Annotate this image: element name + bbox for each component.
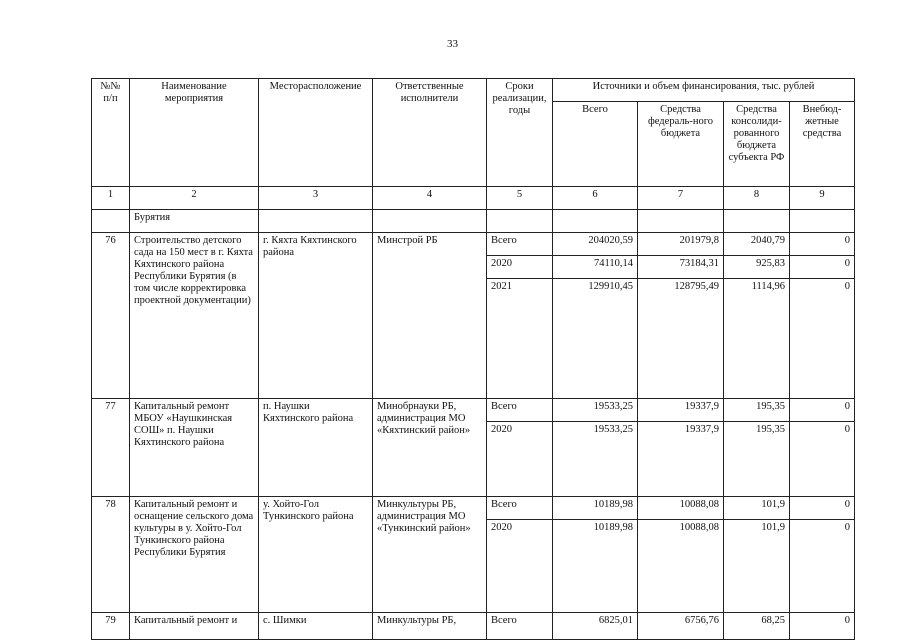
total-value: 204020,59: [553, 233, 638, 256]
period-label: Всего: [487, 497, 553, 520]
table-row: [92, 497, 855, 520]
measure-name: Капитальный ремонт и: [130, 613, 259, 640]
extra-value: 0: [790, 233, 855, 256]
measure-name: Капитальный ремонт МБОУ «Наушкинская СОШ» п. Наушки Кяхтинского района: [130, 399, 259, 497]
regional-value: 2040,79: [724, 233, 790, 256]
row-number: 79: [92, 613, 130, 640]
measure-location: г. Кяхта Кяхтинского района: [259, 233, 373, 399]
federal-value: 19337,9: [638, 422, 724, 497]
measure-name: Строительство детского сада на 150 мест в г. Кяхта Кяхтинского района Республики Бурятия (в том числе корректировка проектной документации): [130, 233, 259, 399]
regional-value: 925,83: [724, 256, 790, 279]
regional-value: 68,25: [724, 613, 790, 640]
period-label: Всего: [487, 399, 553, 422]
header-period: Сроки реализации, годы: [487, 79, 553, 187]
column-number: 7: [638, 187, 724, 210]
extra-value: 0: [790, 279, 855, 399]
extra-value: 0: [790, 520, 855, 613]
header-total: Всего: [553, 102, 638, 187]
header-extra: Внебюд-жетные средства: [790, 102, 855, 187]
measure-responsible: Минобрнауки РБ, администрация МО «Кяхтинский район»: [373, 399, 487, 497]
total-value: 19533,25: [553, 399, 638, 422]
period-label: Всего: [487, 233, 553, 256]
page-number: 33: [447, 38, 458, 50]
column-number: 2: [130, 187, 259, 210]
extra-value: 0: [790, 399, 855, 422]
period-label: 2021: [487, 279, 553, 399]
extra-value: 0: [790, 613, 855, 640]
total-value: 6825,01: [553, 613, 638, 640]
period-label: 2020: [487, 256, 553, 279]
federal-value: 10088,08: [638, 520, 724, 613]
header-funding: Источники и объем финансирования, тыс. рублей: [553, 79, 855, 102]
header-num: №№ п/п: [92, 79, 130, 187]
federal-value: 6756,76: [638, 613, 724, 640]
header-location: Месторасположение: [259, 79, 373, 187]
period-label: 2020: [487, 422, 553, 497]
column-number: 4: [373, 187, 487, 210]
total-value: 10189,98: [553, 520, 638, 613]
regional-value: 101,9: [724, 520, 790, 613]
header-responsible: Ответственные исполнители: [373, 79, 487, 187]
column-number: 3: [259, 187, 373, 210]
federal-value: 19337,9: [638, 399, 724, 422]
measure-name: Капитальный ремонт и оснащение сельского дома культуры в у. Хойто-Гол Тункинского района Республики Бурятия: [130, 497, 259, 613]
measures-table: [91, 78, 855, 640]
measure-location: у. Хойто-Гол Тункинского района: [259, 497, 373, 613]
total-value: 129910,45: [553, 279, 638, 399]
measure-responsible: Минкультуры РБ,: [373, 613, 487, 640]
table-row: [92, 399, 855, 422]
measure-responsible: Минстрой РБ: [373, 233, 487, 399]
row-number: 76: [92, 233, 130, 399]
measure-responsible: Минкультуры РБ, администрация МО «Тункинский район»: [373, 497, 487, 613]
column-number-row: [92, 187, 855, 210]
total-value: 19533,25: [553, 422, 638, 497]
row-number: 78: [92, 497, 130, 613]
extra-value: 0: [790, 256, 855, 279]
measure-location: с. Шимки: [259, 613, 373, 640]
federal-value: 128795,49: [638, 279, 724, 399]
federal-value: 73184,31: [638, 256, 724, 279]
header-regional: Средства консолиди-рованного бюджета субъекта РФ: [724, 102, 790, 187]
federal-value: 10088,08: [638, 497, 724, 520]
total-value: 10189,98: [553, 497, 638, 520]
extra-value: 0: [790, 497, 855, 520]
row-number: 77: [92, 399, 130, 497]
column-number: 5: [487, 187, 553, 210]
regional-value: 101,9: [724, 497, 790, 520]
header-name: Наименование мероприятия: [130, 79, 259, 187]
continuation-text: Бурятия: [130, 210, 259, 233]
regional-value: 195,35: [724, 422, 790, 497]
table-row: [92, 233, 855, 256]
regional-value: 1114,96: [724, 279, 790, 399]
column-number: 9: [790, 187, 855, 210]
column-number: 1: [92, 187, 130, 210]
period-label: 2020: [487, 520, 553, 613]
total-value: 74110,14: [553, 256, 638, 279]
period-label: Всего: [487, 613, 553, 640]
table-row: [92, 613, 855, 640]
regional-value: 195,35: [724, 399, 790, 422]
header-federal: Средства федераль-ного бюджета: [638, 102, 724, 187]
extra-value: 0: [790, 422, 855, 497]
column-number: 8: [724, 187, 790, 210]
column-number: 6: [553, 187, 638, 210]
measure-location: п. Наушки Кяхтинского района: [259, 399, 373, 497]
continuation-row: [92, 210, 855, 233]
federal-value: 201979,8: [638, 233, 724, 256]
